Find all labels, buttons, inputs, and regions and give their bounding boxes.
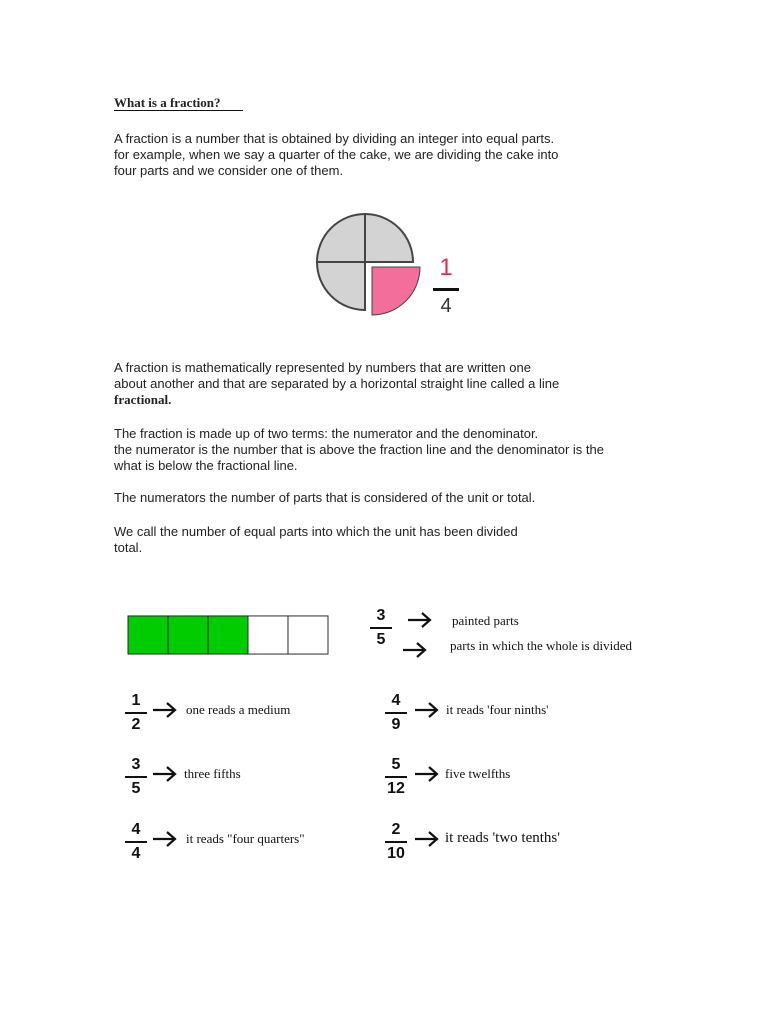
arrow-right-icon bbox=[152, 830, 178, 848]
fraction-bar-diagram bbox=[123, 615, 333, 655]
pie-fraction-denominator: 4 bbox=[440, 295, 452, 317]
numerator-label: painted parts bbox=[452, 613, 519, 628]
arrow-right-icon bbox=[152, 701, 178, 719]
fraction-line bbox=[370, 627, 392, 629]
arrow-right-icon bbox=[414, 765, 440, 783]
example-numerator: 3 bbox=[131, 756, 141, 773]
fraction-line bbox=[385, 776, 407, 778]
example-fraction bbox=[123, 692, 149, 734]
intro-line: four parts and we consider one of them. bbox=[114, 163, 344, 178]
pie-quarter-highlight bbox=[372, 267, 420, 315]
example-numerator: 1 bbox=[131, 692, 141, 709]
example-fraction bbox=[383, 821, 409, 863]
arrow-right-icon bbox=[402, 641, 428, 659]
example-text: five twelfths bbox=[445, 766, 511, 781]
pie-quarter-bottom-left bbox=[317, 262, 365, 310]
arrow-right-icon bbox=[414, 701, 440, 719]
intro-paragraph bbox=[114, 131, 644, 179]
terms-line: what is below the fractional line. bbox=[114, 458, 298, 473]
pie-quarter-top-left bbox=[317, 214, 365, 262]
example-denominator: 5 bbox=[131, 780, 141, 797]
representation-line: A fraction is mathematically represented by numbers that are written one bbox=[114, 360, 531, 375]
example-fraction bbox=[383, 756, 409, 798]
arrow-right-icon bbox=[152, 765, 178, 783]
example-denominator: 2 bbox=[131, 716, 141, 733]
example-text: it reads "four quarters" bbox=[186, 831, 305, 846]
bar-fraction-denominator: 5 bbox=[376, 631, 386, 648]
representation-paragraph bbox=[114, 360, 644, 408]
bar-fraction-numerator: 3 bbox=[376, 607, 386, 624]
arrow-right-icon bbox=[414, 830, 440, 848]
example-numerator: 4 bbox=[131, 821, 141, 838]
bar-cell-painted bbox=[128, 616, 168, 654]
pie-quarter-top-right bbox=[365, 214, 413, 262]
example-text: one reads a medium bbox=[186, 702, 291, 717]
pie-fraction-numerator: 1 bbox=[439, 254, 453, 281]
bar-cell-painted bbox=[208, 616, 248, 654]
example-denominator: 10 bbox=[387, 845, 405, 862]
page-title: What is a fraction? bbox=[114, 95, 243, 111]
example-numerator: 4 bbox=[391, 692, 401, 709]
divided-line: total. bbox=[114, 540, 143, 555]
example-denominator: 9 bbox=[391, 716, 401, 733]
arrow-right-icon bbox=[407, 611, 433, 629]
numerators-paragraph bbox=[114, 490, 644, 506]
terms-line: The fraction is made up of two terms: the numerator and the denominator. bbox=[114, 426, 539, 441]
bar-cell-empty bbox=[288, 616, 328, 654]
fraction-line bbox=[125, 776, 147, 778]
terms-paragraph bbox=[114, 426, 644, 474]
numerators-line: The numerators the number of parts that is considered of the unit or total. bbox=[114, 490, 536, 505]
representation-line: about another and that are separated by a horizontal straight line called a line bbox=[114, 376, 560, 391]
example-fraction bbox=[123, 756, 149, 798]
example-denominator: 12 bbox=[387, 780, 405, 797]
intro-line: for example, when we say a quarter of the cake, we are dividing the cake into bbox=[114, 147, 559, 162]
example-text: three fifths bbox=[184, 766, 241, 781]
fraction-line bbox=[125, 841, 147, 843]
bar-cell-painted bbox=[168, 616, 208, 654]
example-numerator: 2 bbox=[391, 821, 401, 838]
representation-bold-word: fractional. bbox=[114, 392, 172, 407]
example-fraction bbox=[383, 692, 409, 734]
denominator-label: parts in which the whole is divided bbox=[450, 638, 632, 653]
terms-line: the numerator is the number that is above the fraction line and the denominator is the bbox=[114, 442, 604, 457]
pie-fraction-line bbox=[433, 288, 459, 291]
divided-paragraph bbox=[114, 524, 644, 556]
example-denominator: 4 bbox=[131, 845, 141, 862]
bar-fraction bbox=[368, 607, 394, 649]
divided-line: We call the number of equal parts into which the unit has been divided bbox=[114, 524, 518, 539]
fraction-line bbox=[385, 841, 407, 843]
intro-line: A fraction is a number that is obtained by dividing an integer into equal parts. bbox=[114, 131, 555, 146]
fraction-line bbox=[125, 712, 147, 714]
example-text: it reads 'two tenths' bbox=[445, 830, 560, 846]
example-fraction bbox=[123, 821, 149, 863]
quarter-pie-illustration bbox=[312, 210, 472, 325]
example-numerator: 5 bbox=[391, 756, 401, 773]
fraction-line bbox=[385, 712, 407, 714]
example-text: it reads 'four ninths' bbox=[446, 702, 549, 717]
bar-cell-empty bbox=[248, 616, 288, 654]
